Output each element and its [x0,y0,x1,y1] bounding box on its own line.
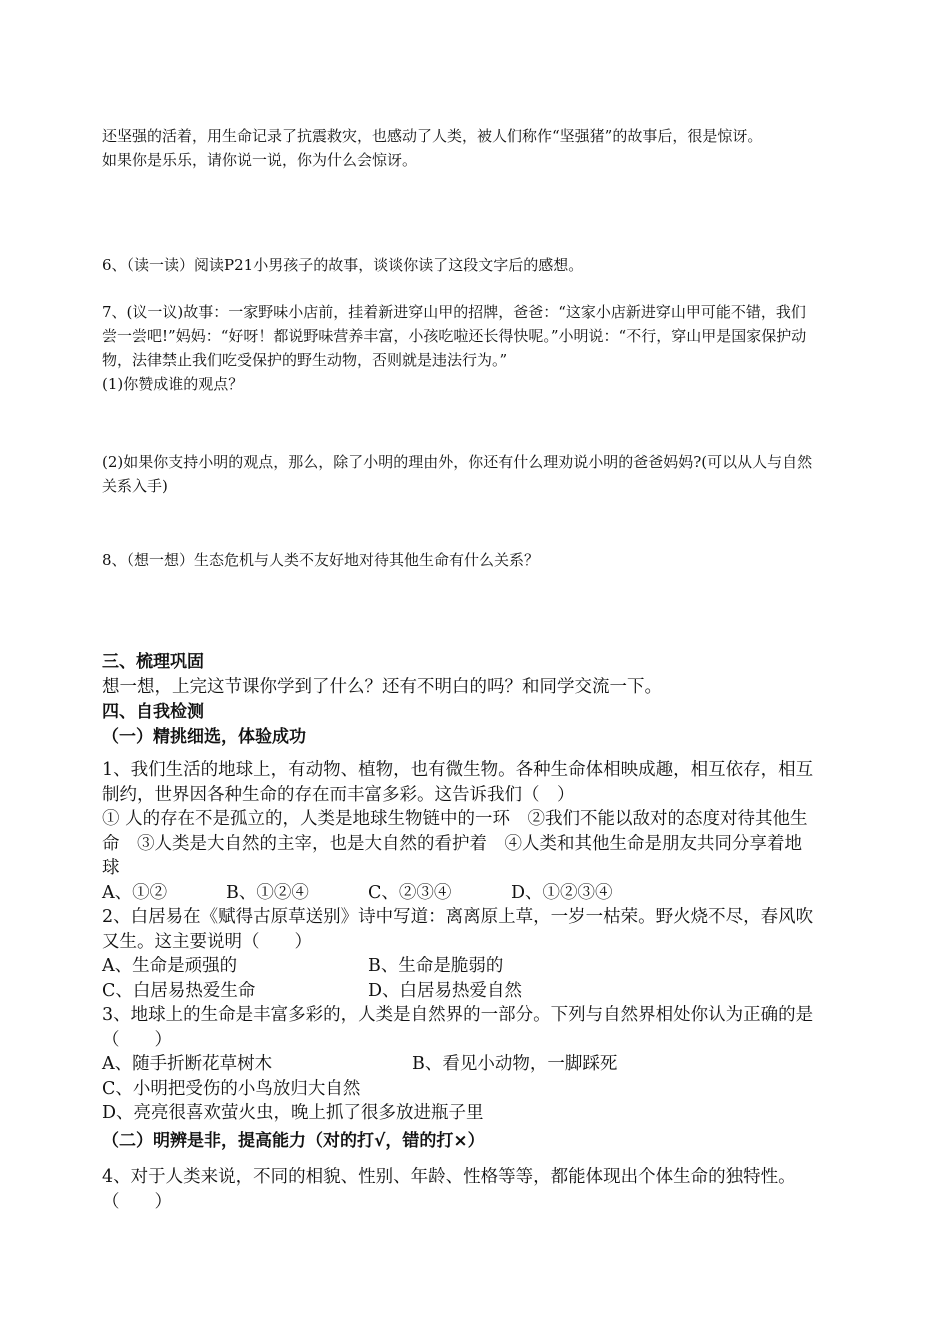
mc3-option-d: D、亮亮很喜欢萤火虫，晚上抓了很多放进瓶子里 [102,1103,484,1123]
true-false-section [102,1129,817,1154]
q5-prompt: 如果你是乐乐，请你说一说，你为什么会惊讶。 [102,151,418,169]
mc3-options-row-1 [102,1052,817,1077]
mc1-option-c: C、②③④ [368,882,452,903]
mc2-options-row-1 [102,954,817,979]
mc2-option-a: A、生命是顽强的 [102,956,238,976]
q7-story: 7、(议一议)故事：一家野味小店前，挂着新进穿山甲的招牌，爸爸：“这家小店新进穿山甲可能不错，我们尝一尝吧!”妈妈：“好呀！都说野味营养丰富，小孩吃啦还长得快呢。”小明说：“不行，穿山甲是国家保护动物，法律禁止我们吃受保护的野生动物，否则就是违法行为。” [102,303,807,369]
question-4 [102,1165,817,1214]
mc2-option-d: D、白居易热爱自然 [368,980,523,1001]
mc2-option-c: C、白居易热爱生命 [102,980,256,1001]
question-5-continuation [102,124,817,172]
mc1-options [102,881,817,906]
mc1-option-d: D、①②③④ [511,882,613,903]
q5-text: 还坚强的活着，用生命记录了抗震救灾，也感动了人类，被人们称作“坚强猪”的故事后，很是惊讶。 [102,127,763,145]
mc1-stem: 1、我们生活的地球上，有动物、植物，也有微生物。各种生命体相映成趣，相互依存，相互制约，世界因各种生命的存在而丰富多彩。这告诉我们（ ） [102,760,814,805]
section-review [102,650,817,750]
multiple-choice-section [102,758,817,1126]
mc1-statements: ① 人的存在不是孤立的，人类是地球生物链中的一环 ②我们不能以敌对的态度对待其他生命 ③人类是大自然的主宰，也是大自然的看护着 ④人类和其他生命是朋友共同分享着地球 [102,809,808,878]
section-3-heading: 三、梳理巩固 [102,652,204,672]
section-4-heading: 四、自我检测 [102,701,204,722]
question-8 [102,548,817,572]
question-7-part-2 [102,450,817,498]
tf4-text: 4、对于人类来说，不同的相貌、性别、年龄、性格等等，都能体现出个体生命的独特性。（ ） [102,1167,796,1212]
q7-sub1: (1)你赞成谁的观点？ [102,375,244,393]
mc2-option-b: B、生命是脆弱的 [368,956,504,976]
mc2-options-row-2 [102,979,817,1004]
mc3-stem: 3、地球上的生命是丰富多彩的，人类是自然界的一部分。下列与自然界相处你认为正确的是（ ） [102,1005,814,1050]
q6-text: 6、（读一读）阅读P21小男孩子的故事，谈谈你读了这段文字后的感想。 [102,256,584,274]
q8-text: 8、（想一想）生态危机与人类不友好地对待其他生命有什么关系？ [102,551,540,569]
mc1-option-a: A、①② [102,882,168,903]
section-3-text: 想一想，上完这节课你学到了什么？还有不明白的吗？和同学交流一下。 [102,677,662,697]
question-7 [102,300,817,396]
q7-sub2: (2)如果你支持小明的观点，那么，除了小明的理由外，你还有什么理劝说小明的爸爸妈妈?(可以从人与自然关系入手) [102,453,813,495]
part-2-heading: （二）明辨是非，提高能力（对的打√，错的打×） [102,1131,485,1151]
mc3-option-b: B、看见小动物，一脚踩死 [412,1054,618,1074]
mc2-stem: 2、白居易在《赋得古原草送别》诗中写道：离离原上草，一岁一枯荣。野火烧不尽，春风吹又生。这主要说明（ ） [102,907,814,952]
mc3-option-a: A、随手折断花草树木 [102,1054,273,1074]
mc3-option-c: C、小明把受伤的小鸟放归大自然 [102,1078,361,1099]
question-6 [102,253,817,277]
mc1-option-b: B、①②④ [226,882,309,903]
part-1-heading: （一）精挑细选，体验成功 [102,726,306,747]
